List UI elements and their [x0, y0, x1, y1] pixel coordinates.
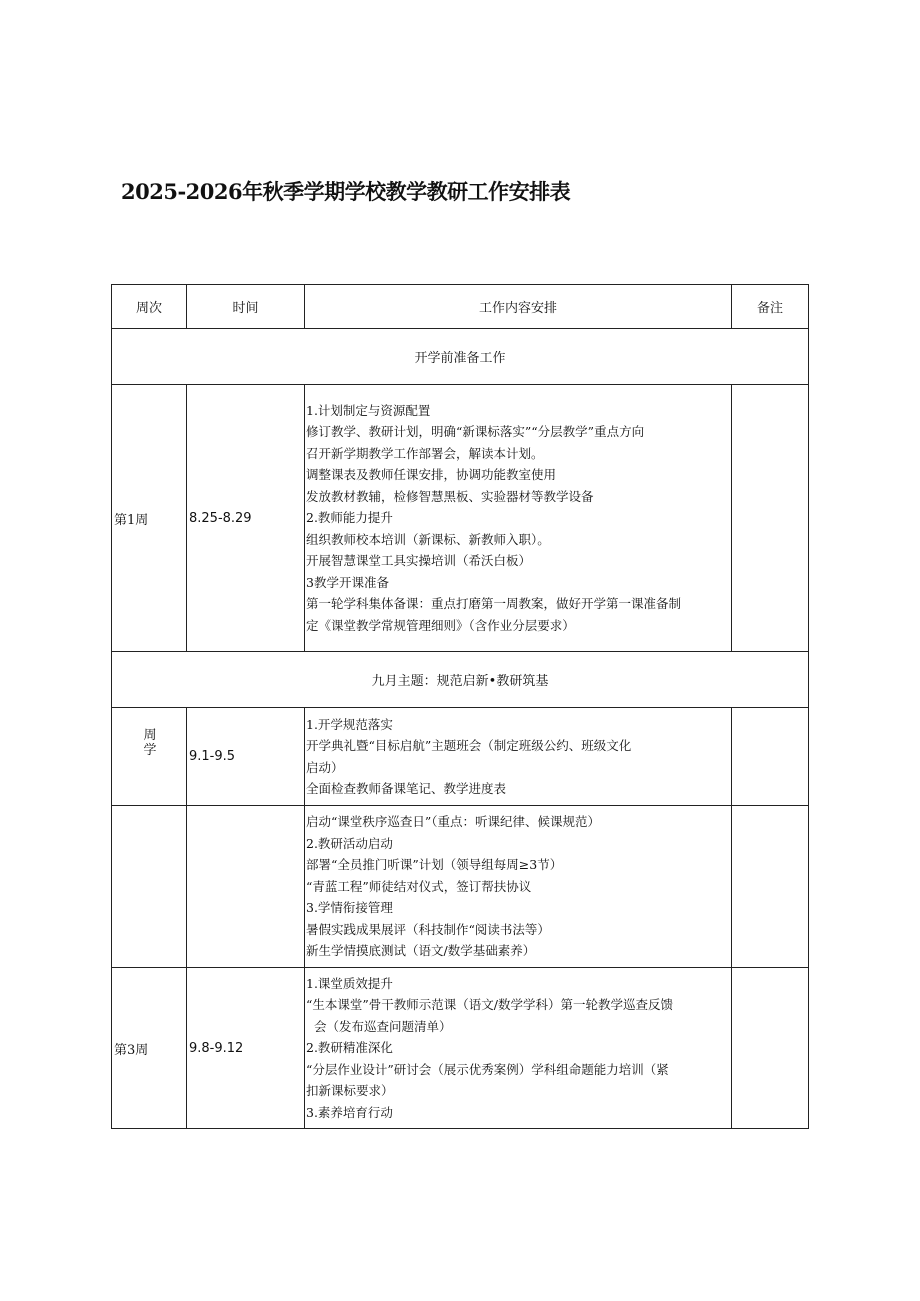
section-row-pre — [112, 329, 809, 385]
content-line: 召开新学期教学工作部署会，解读本计划。 — [306, 445, 544, 461]
content-line: 新生学情摸底测试（语文/数学基础素养） — [306, 943, 536, 959]
week-cell: 第3周 — [112, 968, 187, 1129]
content-line: 定《课堂教学常规管理细则》（含作业分层要求） — [306, 617, 575, 633]
content-line: 开学典礼暨“目标启航”主题班会（制定班级公约、班级文化 — [306, 738, 632, 753]
content-line: 发放教材教辅，检修智慧黑板、实验器材等教学设备 — [306, 488, 594, 504]
content-line: 部署“全员推门听课”计划（领导组每周≥3节） — [306, 857, 563, 873]
week-line1: 周 — [143, 727, 157, 743]
week-line2: 学 — [143, 742, 157, 758]
header-time: 时间 — [187, 285, 305, 329]
section-title-pre: 开学前准备工作 — [112, 329, 809, 385]
week-cell — [112, 708, 187, 806]
note-cell — [732, 806, 809, 968]
page-title: 2025-2026年秋季学期学校教学教研工作安排表 — [121, 179, 571, 204]
content-line: 第一轮学科集体备课：重点打磨第一周教案，做好开学第一课准备制 — [306, 596, 682, 612]
content-line: 组织教师校本培训（新课标、新教师入职）。 — [306, 531, 550, 547]
content-line: 暑假实践成果展评（科技制作“阅读书法等） — [306, 921, 550, 937]
content-line: 2.教师能力提升 — [306, 510, 393, 526]
content-line: 1.课堂质效提升 — [306, 975, 393, 991]
time-cell: 8.25-8.29 — [187, 385, 305, 652]
content-line: 调整课表及教师任课安排，协调功能教室使用 — [306, 467, 557, 483]
content-line: 1.开学规范落实 — [306, 716, 393, 732]
content-line: 修订教学、教研计划，明确“新课标落实”“分层教学”重点方向 — [306, 424, 645, 440]
content-line: 3.素养培育行动 — [306, 1104, 393, 1120]
content-line: 3教学开课准备 — [306, 574, 389, 590]
content-line: 2.教研精准深化 — [306, 1040, 393, 1056]
content-cell — [305, 708, 732, 806]
content-line: 开展智慧课堂工具实操培训（希沃白板） — [306, 553, 532, 569]
content-line: “生本课堂”骨干教师示范课（语文/数学学科）第一轮教学巡查反馈 — [306, 997, 673, 1013]
content-line: 启动） — [306, 759, 344, 775]
table-row — [112, 708, 809, 806]
content-line: 启动“课堂秩序巡查日”（重点：听课纪律、候课规范） — [306, 814, 601, 830]
content-cell — [305, 968, 732, 1129]
schedule-table — [111, 284, 809, 1129]
section-title-sept: 九月主题：规范启新•教研筑基 — [112, 652, 809, 708]
table-row — [112, 806, 809, 968]
note-cell — [732, 708, 809, 806]
note-cell — [732, 968, 809, 1129]
time-cell: 9.1-9.5 — [187, 708, 305, 806]
note-cell — [732, 385, 809, 652]
time-cell — [187, 806, 305, 968]
content-line: “青蓝工程”师徒结对仪式，签订帮扶协议 — [306, 878, 532, 894]
time-cell: 9.8-9.12 — [187, 968, 305, 1129]
content-line: 1.计划制定与资源配置 — [306, 402, 431, 418]
header-note: 备注 — [732, 285, 809, 329]
table-row — [112, 968, 809, 1129]
content-line: 扣新课标要求） — [306, 1083, 394, 1099]
section-row-sept — [112, 652, 809, 708]
content-cell — [305, 806, 732, 968]
week-cell: 第1周 — [112, 385, 187, 652]
content-line: 会（发布巡查问题清单） — [306, 1018, 452, 1034]
header-content: 工作内容安排 — [305, 285, 732, 329]
week-cell — [112, 806, 187, 968]
table-header-row — [112, 285, 809, 329]
content-line: 3.学情衔接管理 — [306, 900, 393, 916]
content-cell — [305, 385, 732, 652]
table-row — [112, 385, 809, 652]
content-line: 全面检查教师备课笔记、教学进度表 — [306, 781, 507, 796]
header-week: 周次 — [112, 285, 187, 329]
content-line: “分层作业设计”研讨会（展示优秀案例）学科组命题能力培训（紧 — [306, 1061, 669, 1077]
content-line: 2.教研活动启动 — [306, 835, 393, 851]
